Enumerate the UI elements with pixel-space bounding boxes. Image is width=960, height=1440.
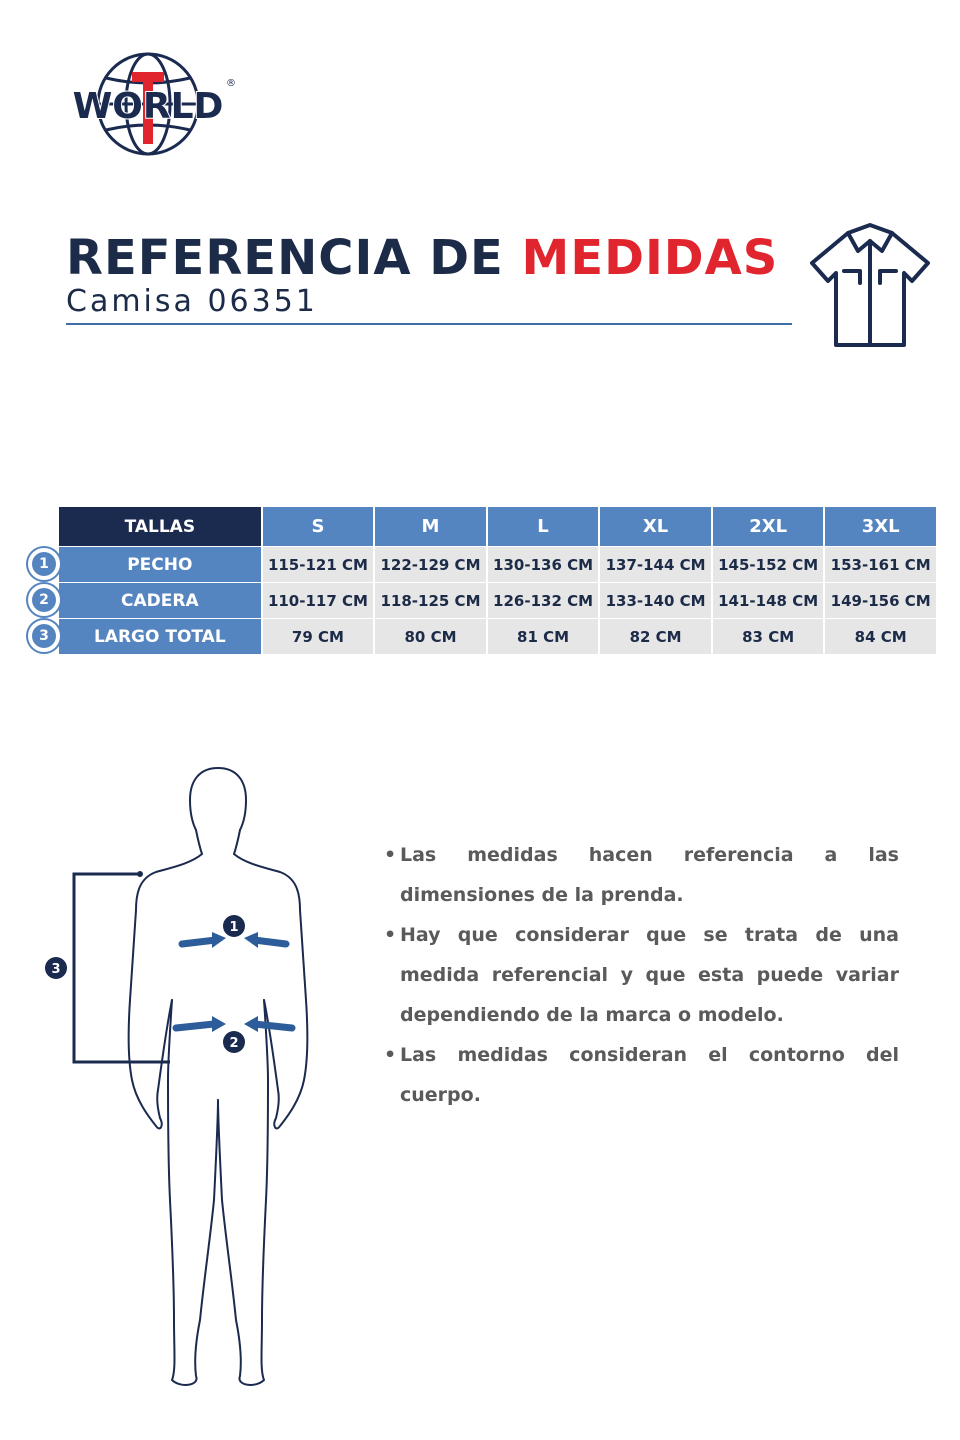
table-cell: 118-125 CM bbox=[375, 582, 486, 618]
table-cell: 122-129 CM bbox=[375, 546, 486, 582]
list-item bbox=[384, 1035, 899, 1115]
row-label-largo-total: LARGO TOTAL bbox=[59, 618, 261, 654]
brand-logo bbox=[70, 50, 240, 160]
row-number-badge: 2 bbox=[26, 582, 59, 618]
bullet-icon: • bbox=[384, 924, 397, 946]
table-row-pecho bbox=[26, 546, 936, 582]
size-header-s: S bbox=[263, 507, 374, 546]
notes-list bbox=[384, 835, 899, 1115]
size-header-l: L bbox=[488, 507, 599, 546]
brand-wordmark: WORLD bbox=[72, 86, 224, 127]
marker-2 bbox=[223, 1031, 245, 1053]
table-cell: 137-144 CM bbox=[600, 546, 711, 582]
page-title bbox=[66, 230, 796, 286]
marker-3 bbox=[45, 957, 67, 979]
table-cell: 80 CM bbox=[375, 618, 486, 654]
registered-mark: ® bbox=[226, 78, 236, 89]
svg-text:2: 2 bbox=[229, 1036, 239, 1051]
size-header-m: M bbox=[375, 507, 486, 546]
table-cell: 115-121 CM bbox=[263, 546, 374, 582]
table-cell: 141-148 CM bbox=[713, 582, 824, 618]
row-number-badge: 1 bbox=[26, 546, 59, 582]
title-divider bbox=[66, 323, 792, 325]
list-item bbox=[384, 915, 899, 1035]
size-table bbox=[26, 507, 936, 654]
title-part2: MEDIDAS bbox=[521, 230, 779, 286]
list-item bbox=[384, 835, 899, 915]
svg-text:1: 1 bbox=[229, 920, 239, 935]
size-header-xl: XL bbox=[600, 507, 711, 546]
table-cell: 145-152 CM bbox=[713, 546, 824, 582]
table-cell: 133-140 CM bbox=[600, 582, 711, 618]
table-cell: 82 CM bbox=[600, 618, 711, 654]
note-text: Hay que considerar que se trata de una medida referencial y que esta puede variar dependiendo de la marca o modelo. bbox=[400, 924, 899, 1026]
table-cell: 84 CM bbox=[825, 618, 936, 654]
table-row-largo-total bbox=[26, 618, 936, 654]
table-cell: 83 CM bbox=[713, 618, 824, 654]
table-cell: 126-132 CM bbox=[488, 582, 599, 618]
table-cell: 110-117 CM bbox=[263, 582, 374, 618]
table-cell: 149-156 CM bbox=[825, 582, 936, 618]
table-header-row bbox=[26, 507, 936, 546]
marker-1 bbox=[223, 915, 245, 937]
row-label-pecho: PECHO bbox=[59, 546, 261, 582]
table-cell: 79 CM bbox=[263, 618, 374, 654]
row-number-badge: 3 bbox=[26, 618, 59, 654]
page-subtitle: Camisa 06351 bbox=[66, 284, 318, 319]
shirt-icon bbox=[800, 215, 940, 355]
bullet-icon: • bbox=[384, 1044, 397, 1066]
title-part1: REFERENCIA DE bbox=[66, 230, 522, 286]
table-cell: 81 CM bbox=[488, 618, 599, 654]
bullet-icon: • bbox=[384, 844, 397, 866]
tallas-header: TALLAS bbox=[59, 507, 261, 546]
body-measurement-figure bbox=[40, 760, 360, 1400]
table-cell: 153-161 CM bbox=[825, 546, 936, 582]
title-block bbox=[66, 230, 796, 320]
table-cell: 130-136 CM bbox=[488, 546, 599, 582]
note-text: Las medidas consideran el contorno del cuerpo. bbox=[400, 1044, 899, 1106]
table-row-cadera bbox=[26, 582, 936, 618]
svg-text:3: 3 bbox=[51, 962, 61, 977]
size-header-2xl: 2XL bbox=[713, 507, 824, 546]
size-header-3xl: 3XL bbox=[825, 507, 936, 546]
note-text: Las medidas hacen referencia a las dimensiones de la prenda. bbox=[400, 844, 899, 906]
row-label-cadera: CADERA bbox=[59, 582, 261, 618]
